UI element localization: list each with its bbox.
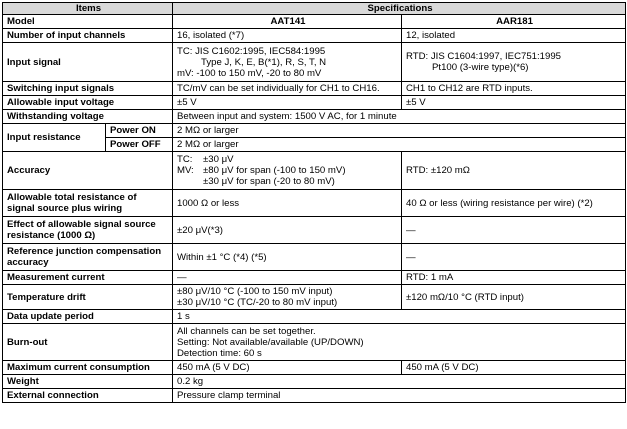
data-update-value: 1 s	[173, 310, 626, 324]
effect-row	[3, 217, 626, 244]
input-signal-aar-line: RTD: JIS C1604:1997, IEC751:1995	[406, 51, 562, 62]
effect-label-line: resistance (1000 Ω)	[7, 230, 96, 241]
channels-aar: 12, isolated	[402, 29, 626, 43]
power-off-label: Power OFF	[106, 138, 173, 152]
effect-label-line: Effect of allowable signal source	[7, 219, 156, 230]
accuracy-key: MV:	[177, 165, 194, 176]
effect-aar: —	[402, 217, 626, 244]
temperature-drift-row	[3, 285, 626, 310]
reference-aat: Within ±1 °C (*4) (*5)	[173, 244, 402, 271]
effect-label	[3, 217, 173, 244]
temperature-drift-label: Temperature drift	[3, 285, 173, 310]
max-current-label: Maximum current consumption	[3, 361, 173, 375]
accuracy-aat	[173, 152, 402, 190]
temperature-drift-aat	[173, 285, 402, 310]
allowable-voltage-aat: ±5 V	[173, 96, 402, 110]
model-label: Model	[3, 15, 173, 29]
max-current-aat: 450 mA (5 V DC)	[173, 361, 402, 375]
temperature-drift-aat-line: ±80 μV/10 °C (-100 to 150 mV input)	[177, 286, 333, 297]
accuracy-row	[3, 152, 626, 190]
data-update-row	[3, 310, 626, 324]
total-resistance-label-line: Allowable total resistance of	[7, 192, 137, 203]
weight-value: 0.2 kg	[173, 375, 626, 389]
accuracy-key	[177, 176, 203, 187]
input-signal-label: Input signal	[3, 43, 173, 82]
measurement-current-label: Measurement current	[3, 271, 173, 285]
switching-aat: TC/mV can be set individually for CH1 to CH16.	[173, 82, 402, 96]
input-signal-aat-line: Type J, K, E, B(*1), R, S, T, N	[201, 56, 327, 68]
switching-label: Switching input signals	[3, 82, 173, 96]
reference-aar: —	[402, 244, 626, 271]
input-signal-aar	[402, 43, 626, 82]
max-current-row	[3, 361, 626, 375]
withstanding-row	[3, 110, 626, 124]
external-connection-row	[3, 389, 626, 403]
power-off-value: 2 MΩ or larger	[173, 138, 626, 152]
channels-row	[3, 29, 626, 43]
input-signal-aat-line: TC: JIS C1602:1995, IEC584:1995	[177, 45, 326, 57]
specifications-header: Specifications	[173, 3, 626, 15]
input-signal-aat	[173, 43, 402, 82]
measurement-current-aat: —	[173, 271, 402, 285]
input-signal-aat-line: mV: -100 to 150 mV, -20 to 80 mV	[177, 67, 322, 79]
external-connection-label: External connection	[3, 389, 173, 403]
data-update-label: Data update period	[3, 310, 173, 324]
power-on-label: Power ON	[106, 124, 173, 138]
total-resistance-label-line: signal source plus wiring	[7, 203, 123, 214]
burn-out-value	[173, 324, 626, 361]
weight-row	[3, 375, 626, 389]
allowable-voltage-row	[3, 96, 626, 110]
model-row	[3, 15, 626, 29]
burn-out-line: All channels can be set together.	[177, 325, 316, 337]
total-resistance-aar: 40 Ω or less (wiring resistance per wire) (*2)	[402, 190, 626, 217]
allowable-voltage-label: Allowable input voltage	[3, 96, 173, 110]
external-connection-value: Pressure clamp terminal	[173, 389, 626, 403]
accuracy-label: Accuracy	[3, 152, 173, 190]
total-resistance-aat: 1000 Ω or less	[173, 190, 402, 217]
weight-label: Weight	[3, 375, 173, 389]
model-aat141: AAT141	[173, 15, 402, 29]
specifications-table	[2, 2, 626, 403]
model-aar181: AAR181	[402, 15, 626, 29]
burn-out-line: Detection time: 60 s	[177, 347, 262, 359]
items-header: Items	[3, 3, 173, 15]
effect-aat: ±20 μV(*3)	[173, 217, 402, 244]
withstanding-label: Withstanding voltage	[3, 110, 173, 124]
measurement-current-row	[3, 271, 626, 285]
input-signal-row	[3, 43, 626, 82]
header-row	[3, 3, 626, 15]
accuracy-key: TC:	[177, 154, 193, 165]
switching-aar: CH1 to CH12 are RTD inputs.	[402, 82, 626, 96]
temperature-drift-aat-line: ±30 μV/10 °C (TC/-20 to 80 mV input)	[177, 297, 338, 308]
temperature-drift-aar: ±120 mΩ/10 °C (RTD input)	[402, 285, 626, 310]
switching-row	[3, 82, 626, 96]
burn-out-row	[3, 324, 626, 361]
accuracy-value: ±80 μV for span (-100 to 150 mV)	[203, 165, 346, 176]
total-resistance-label	[3, 190, 173, 217]
allowable-voltage-aar: ±5 V	[402, 96, 626, 110]
input-resistance-label: Input resistance	[3, 124, 106, 152]
channels-label: Number of input channels	[3, 29, 173, 43]
reference-label-line: Reference junction compensation	[7, 246, 162, 257]
reference-label	[3, 244, 173, 271]
channels-aat: 16, isolated (*7)	[173, 29, 402, 43]
burn-out-label: Burn-out	[3, 324, 173, 361]
power-on-value: 2 MΩ or larger	[173, 124, 626, 138]
total-resistance-row	[3, 190, 626, 217]
measurement-current-aar: RTD: 1 mA	[402, 271, 626, 285]
reference-row	[3, 244, 626, 271]
max-current-aar: 450 mA (5 V DC)	[402, 361, 626, 375]
accuracy-value: ±30 μV	[203, 154, 234, 165]
withstanding-value: Between input and system: 1500 V AC, for 1 minute	[173, 110, 626, 124]
input-resistance-row-on	[3, 124, 626, 138]
input-signal-aar-line: Pt100 (3-wire type)(*6)	[432, 62, 529, 73]
burn-out-line: Setting: Not available/available (UP/DOWN)	[177, 336, 364, 348]
reference-label-line: accuracy	[7, 257, 49, 268]
accuracy-value: ±30 μV for span (-20 to 80 mV)	[203, 176, 335, 187]
accuracy-aar: RTD: ±120 mΩ	[402, 152, 626, 190]
